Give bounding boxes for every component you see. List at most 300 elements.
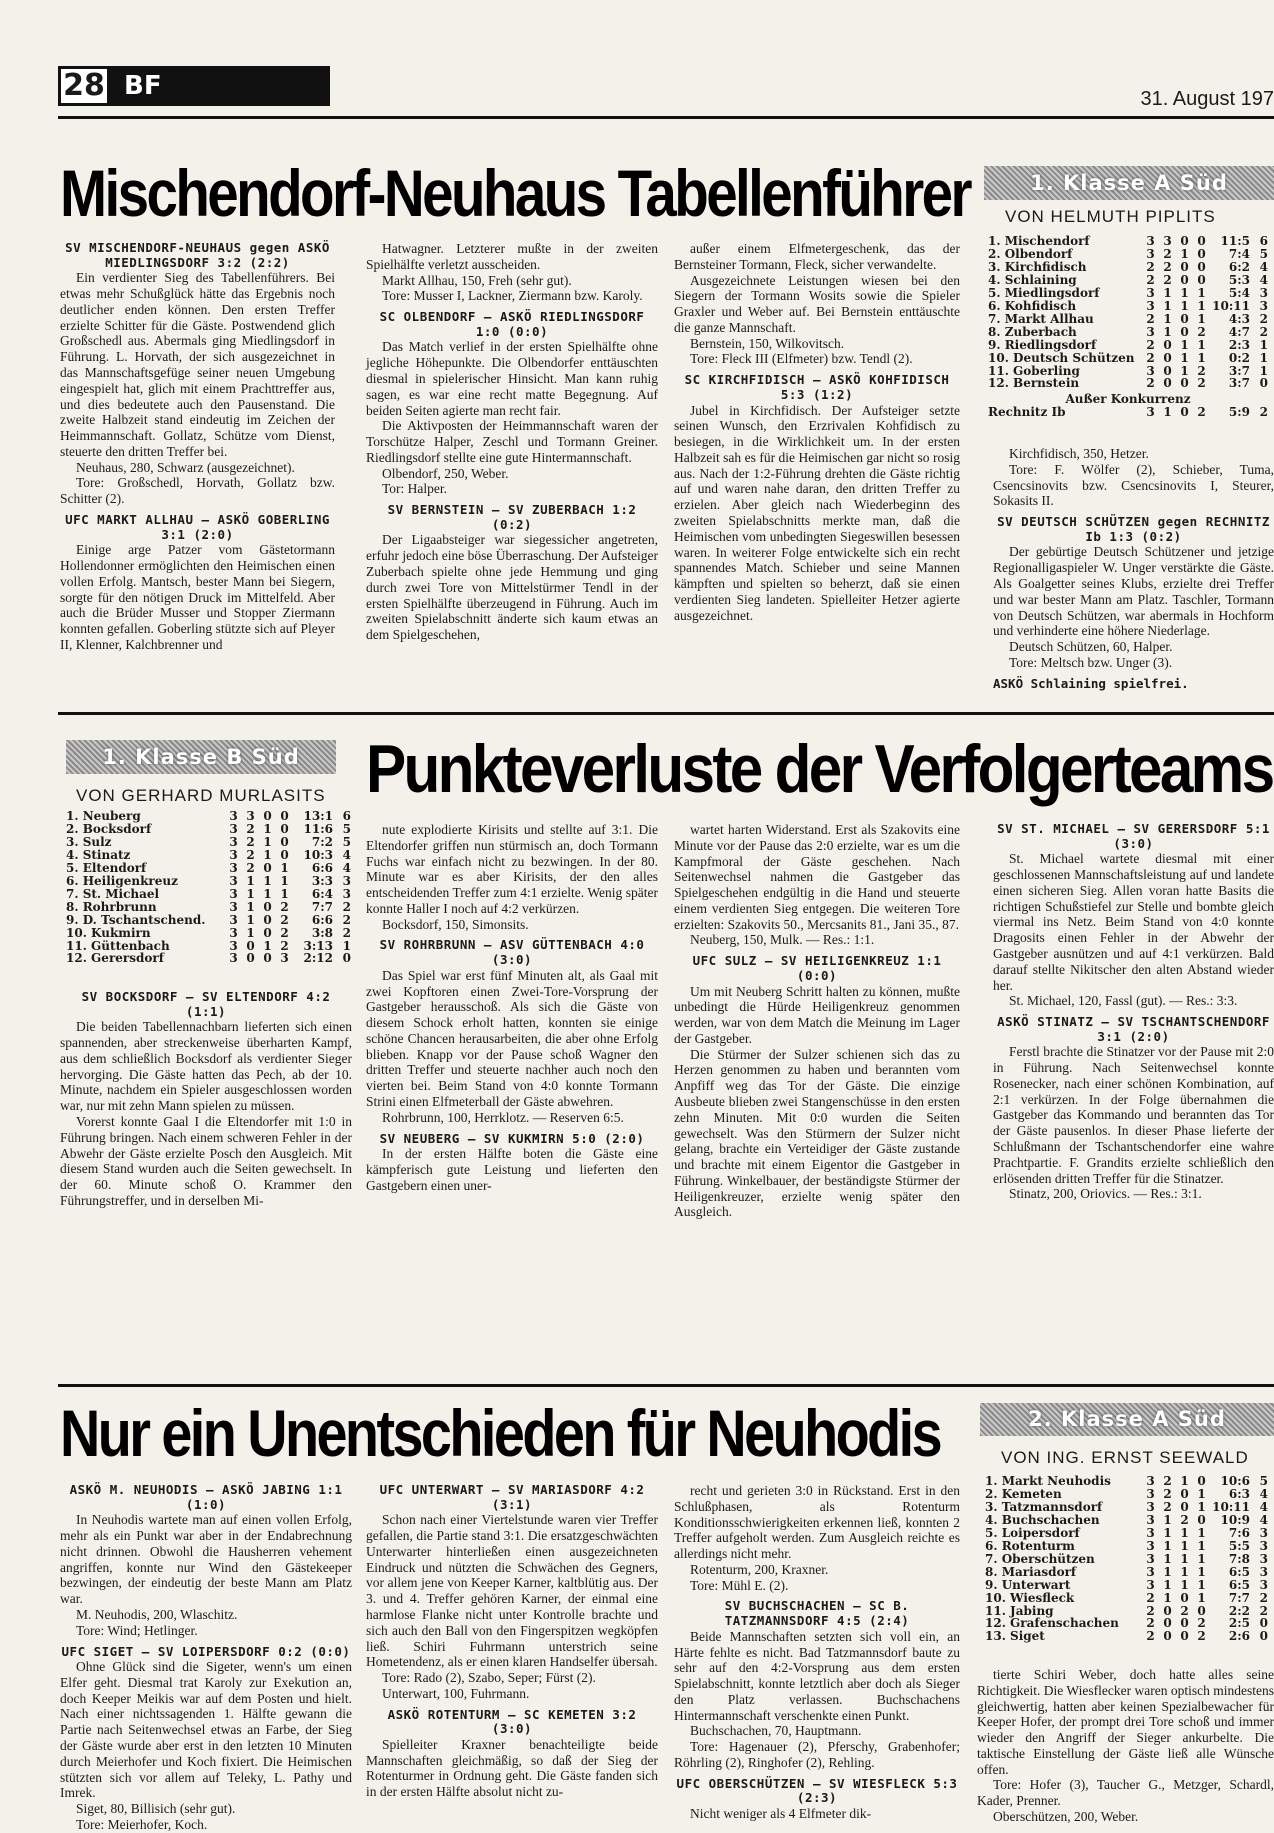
match-heading: UFC SULZ — SV HEILIGENKREUZ 1:1 (0:0)	[692, 953, 942, 983]
stat-d: 0	[263, 912, 272, 927]
article-paragraph: St. Michael, 120, Fassl (gut). — Res.: 3:3.	[1009, 993, 1238, 1009]
stat-l: 1	[1197, 1551, 1206, 1566]
article-paragraph: Deutsch Schützen, 60, Halper.	[1009, 639, 1173, 655]
table-row	[988, 274, 1268, 287]
match-heading: SV ROHRBRUNN — ASV GÜTTENBACH 4:0 (3:0)	[379, 937, 645, 968]
team-name: 2. Olbendorf	[988, 246, 1073, 261]
goal-ratio: 13:1	[303, 809, 333, 823]
stat-g: 3	[229, 912, 238, 927]
team-name: 12. Grafenschachen	[985, 1616, 1119, 1631]
column-s3-2	[366, 1482, 658, 1800]
table-row	[985, 1540, 1268, 1553]
stat-g: 2	[1146, 337, 1155, 352]
goal-ratio: 6:5	[1228, 1577, 1250, 1592]
table-row	[66, 952, 351, 965]
stat-d: 1	[263, 821, 272, 836]
stat-d: 1	[1180, 1538, 1189, 1553]
points: 3	[1259, 1577, 1268, 1592]
stat-d: 1	[1180, 1577, 1189, 1592]
stat-w: 0	[1163, 376, 1172, 391]
table-row	[66, 836, 351, 849]
goal-ratio: 6:6	[311, 860, 333, 875]
team-name: 1. Markt Neuhodis	[985, 1474, 1111, 1488]
team-name: 9. Unterwart	[985, 1577, 1071, 1592]
article-paragraph: Tore: Großschedl, Horvath, Gollatz bzw. Schitter (2).	[60, 475, 335, 507]
article-paragraph: Tore: Hagenauer (2), Pferschy, Grabenhofer; Röhrling (2), Ringhofer (2), Rehling.	[674, 1739, 960, 1770]
article-paragraph: Tore: Mühl E. (2).	[690, 1577, 789, 1593]
article-paragraph: Oberschützen, 200, Weber.	[993, 1809, 1139, 1825]
points: 4	[342, 860, 351, 875]
table-row	[66, 888, 351, 901]
points: 2	[342, 912, 351, 927]
match-heading: SV BOCKSDORF — SV ELTENDORF 4:2 (1:1)	[81, 989, 331, 1019]
stat-g: 3	[1146, 285, 1155, 300]
column-s3-4	[977, 1667, 1274, 1825]
article-paragraph: Tore: Wind; Hetlinger.	[76, 1622, 198, 1638]
stat-d: 0	[1180, 1629, 1189, 1644]
goal-ratio: 2:6	[1228, 1629, 1250, 1644]
issue-date: 31. August 197	[1140, 88, 1274, 110]
goal-ratio: 6:3	[1228, 1486, 1250, 1501]
stat-l: 2	[1197, 405, 1206, 420]
team-name: 2. Kemeten	[985, 1486, 1062, 1501]
points: 1	[1259, 350, 1268, 365]
goal-ratio: 6:4	[311, 886, 333, 901]
stat-w: 1	[246, 912, 255, 927]
stat-g: 3	[1146, 298, 1155, 313]
stat-d: 0	[1180, 376, 1189, 391]
article-paragraph: Bernstein, 150, Wilkovitsch.	[690, 335, 845, 351]
points: 3	[342, 873, 351, 888]
goal-ratio: 3:7	[1228, 363, 1250, 378]
page-header	[58, 66, 1274, 118]
stat-w: 3	[246, 809, 255, 823]
stat-w: 1	[1163, 298, 1172, 313]
article-paragraph: Markt Allhau, 150, Freh (sehr gut).	[382, 272, 572, 288]
points: 6	[1259, 234, 1268, 248]
match-heading: SV BERNSTEIN — SV ZUBERBACH 1:2 (0:2)	[387, 502, 637, 532]
stat-l: 1	[1197, 1590, 1206, 1605]
match-heading: UFC MARKT ALLHAU — ASKÖ GOBERLING 3:1 (2:0)	[65, 511, 330, 542]
stat-w: 2	[1163, 1499, 1172, 1514]
byline-s1: VON HELMUTH PIPLITS	[1005, 207, 1216, 226]
points: 3	[1259, 1551, 1268, 1566]
stat-g: 2	[1146, 259, 1155, 274]
stat-d: 1	[263, 938, 272, 953]
table-row	[985, 1630, 1268, 1643]
stat-g: 2	[1146, 350, 1155, 365]
stat-g: 2	[1146, 1629, 1155, 1644]
stat-w: 1	[246, 899, 255, 914]
stat-l: 2	[280, 938, 289, 953]
goal-ratio: 7:8	[1228, 1551, 1250, 1566]
stat-g: 2	[1146, 272, 1155, 287]
table-row	[988, 406, 1268, 419]
team-name: 3. Tatzmannsdorf	[985, 1499, 1103, 1514]
section-rule-2	[58, 1384, 1274, 1387]
stat-w: 0	[1163, 1629, 1172, 1644]
article-paragraph: tierte Schiri Weber, doch hatte alles seine Richtigkeit. Die Wiesflecker waren optisch mindestens gleichwertig, hatten aber keinen Spezialbewacher für Keeper Hofer, der prompt drei Tore schoß und immer wieder den Angriff der Sieger ankurbelte. Die taktische Einstellung der Gäste ließ alle Wünsche offen.	[977, 1667, 1274, 1777]
table-row	[985, 1501, 1268, 1514]
standings-s2	[66, 810, 351, 965]
stat-l: 2	[1197, 363, 1206, 378]
stat-d: 2	[1180, 1603, 1189, 1618]
stat-l: 2	[1197, 376, 1206, 391]
stat-l: 0	[1197, 259, 1206, 274]
stat-l: 0	[280, 809, 289, 823]
article-paragraph: Rohrbrunn, 100, Herrklotz. — Reserven 6:5.	[382, 1109, 624, 1125]
goal-ratio: 4:3	[1228, 311, 1250, 326]
match-heading: UFC SIGET — SV LOIPERSDORF 0:2 (0:0)	[61, 1643, 351, 1659]
stat-g: 2	[1146, 311, 1155, 326]
table-row	[988, 235, 1268, 248]
headline-s3: Nur ein Unentschieden für Neuhodis	[60, 1396, 941, 1470]
goal-ratio: 6:2	[1228, 259, 1250, 274]
team-name: 13. Siget	[985, 1629, 1045, 1644]
stat-l: 1	[1197, 1486, 1206, 1501]
league-box-s2: 1. Klasse B Süd	[66, 740, 336, 774]
article-paragraph: M. Neuhodis, 200, Wlaschitz.	[76, 1606, 238, 1622]
article-paragraph: Die Stürmer der Sulzer schienen sich das zu Herzen genommen zu haben und berannten vom Anpfiff weg das Tor der Gäste. Die einzige Ausbeute blieben zwei Stangenschüsse in den ersten zehn Minuten. Mit 0:0 wurden die Seiten gewechselt. Was den Stürmern der Sulzer nicht gelang, brachte ein Verteidiger der Gäste zustande und brachte mit einem Eigentor die Gastgeber in Führung. Winkelbauer, der beständigste Stürmer der Heiligenkreuzer, erzielte wenig später den Ausgleich.	[674, 1046, 960, 1220]
column-s1-3	[674, 241, 960, 701]
points: 5	[342, 821, 351, 836]
team-name: 8. Rohrbrunn	[66, 899, 157, 914]
article-paragraph: Hatwagner. Letzterer mußte in der zweiten Spielhälfte verletzt ausscheiden.	[366, 241, 658, 272]
stat-w: 1	[1163, 1577, 1172, 1592]
stat-w: 1	[1163, 1590, 1172, 1605]
stat-g: 3	[229, 899, 238, 914]
stat-g: 3	[1146, 1486, 1155, 1501]
goal-ratio: 6:5	[1228, 1564, 1250, 1579]
article-paragraph: In Neuhodis wartete man auf einen vollen Erfolg, mehr als ein Punkt war aber in der Endabrechnung nicht drinnen. Obwohl die Hausherren vehement angriffen, konnte nur Wind den Gästekeeper bezwingen, der eindeutig der beste Mann am Platz war.	[60, 1512, 352, 1607]
points: 2	[342, 899, 351, 914]
stat-d: 1	[1180, 363, 1189, 378]
team-name: 8. Mariasdorf	[985, 1564, 1077, 1579]
league-box-s3: 2. Klasse A Süd	[980, 1403, 1274, 1436]
stat-d: 1	[263, 834, 272, 849]
stat-g: 3	[229, 809, 238, 823]
stat-w: 1	[1163, 1564, 1172, 1579]
team-name: 9. Riedlingsdorf	[988, 337, 1097, 352]
stat-d: 0	[1180, 1499, 1189, 1514]
goal-ratio: 7:7	[311, 899, 333, 914]
goal-ratio: 7:7	[1228, 1590, 1250, 1605]
team-name: 6. Kohfidisch	[988, 298, 1077, 313]
team-name: 11. Goberling	[988, 363, 1080, 378]
stat-d: 2	[1180, 1512, 1189, 1527]
header-rule	[58, 116, 1274, 119]
stat-d: 0	[263, 951, 272, 966]
out-of-competition-label: Außer Konkurrenz	[1065, 392, 1191, 407]
team-name: 1. Neuberg	[66, 809, 141, 823]
stat-l: 1	[280, 873, 289, 888]
stat-d: 1	[263, 847, 272, 862]
article-paragraph: Um mit Neuberg Schritt halten zu können, mußte unbedingt die Hürde Heiligenkreuz genommen werden, war von dem Match die Meinung im Lager der Gastgeber.	[674, 983, 960, 1046]
points: 4	[1259, 1499, 1268, 1514]
article-paragraph: Neuhaus, 280, Schwarz (ausgezeichnet).	[76, 459, 295, 475]
stat-l: 0	[1197, 1512, 1206, 1527]
article-paragraph: Siget, 80, Billisich (sehr gut).	[76, 1801, 236, 1817]
points: 0	[1259, 1629, 1268, 1644]
table-row	[985, 1488, 1268, 1501]
stat-w: 2	[1163, 1486, 1172, 1501]
stat-d: 0	[1180, 234, 1189, 248]
stat-d: 1	[1180, 1474, 1189, 1488]
team-name: 6. Rotenturm	[985, 1538, 1075, 1553]
match-heading: SV ST. MICHAEL — SV GERERSDORF 5:1 (3:0)	[997, 821, 1270, 851]
table-row	[985, 1475, 1268, 1488]
team-name: 5. Miedlingsdorf	[988, 285, 1100, 300]
points: 1	[1259, 363, 1268, 378]
stat-g: 3	[1146, 1499, 1155, 1514]
standings-s3	[985, 1475, 1268, 1643]
article-paragraph: Jubel in Kirchfidisch. Der Aufsteiger setzte seinen Wunsch, den Erzrivalen Kohfidisch zu besiegen, in die Wirklichkeit um. In der ersten Halbzeit sah es für die Heimischen gar nicht so rosig aus. Nach der 1:2-Führung drehten die Gäste richtig auf und waren nahe daran, den dritten Treffer zu erzielen. Aber gleich nach Wiederbeginn des zweiten Spielabschnitts merkte man, daß die Heimischen vom unbedingten Siegeswillen besessen waren. In weiterer Folge entwickelte sich ein recht spannendes Match. Schieber und seine Mannen kämpften und spielten so beherzt, daß sie einen verdienten Sieg landeten. Spielleiter Hetzer agierte ausgezeichnet.	[674, 402, 960, 623]
stat-w: 0	[1163, 363, 1172, 378]
stat-g: 3	[1146, 1538, 1155, 1553]
stat-w: 1	[1163, 324, 1172, 339]
table-row	[988, 339, 1268, 352]
article-paragraph: nute explodierte Kirisits und stellte auf 3:1. Die Eltendorfer griffen nun stürmisch an, doch Tormann Fuchs war einfach nicht zu bezwingen. In der 80. Minute war es aber Kirisits, der den alles entscheidenden Treffer zum 4:1 erzielte. Wenig später konnte Haller I noch auf 4:2 verkürzen.	[366, 822, 658, 916]
goal-ratio: 11:5	[1220, 234, 1250, 248]
stat-g: 3	[1146, 1564, 1155, 1579]
article-paragraph: St. Michael wartete diesmal mit einer geschlossenen Mannschaftsleistung auf und landete einen sicheren Sieg. Allen voran hatte Basits die richtigen Schußstiefel zur Stelle und bombte gleich viermal ins Netz. Beim Stand von 4:0 konnte Dragosits einen Fehler in der Abwehr der Gastgeber ausnützen und auf 4:1 verkürzen. Bald darauf stellte Nikitscher den alten Abstand wieder her.	[993, 851, 1274, 993]
points: 3	[1259, 1525, 1268, 1540]
points: 2	[342, 925, 351, 940]
stat-l: 1	[1197, 1538, 1206, 1553]
article-paragraph: Rotenturm, 200, Kraxner.	[690, 1561, 829, 1577]
stat-l: 1	[1197, 1564, 1206, 1579]
goal-ratio: 2:3	[1228, 337, 1250, 352]
table-row	[985, 1514, 1268, 1527]
stat-w: 1	[1163, 1551, 1172, 1566]
stat-l: 1	[1197, 285, 1206, 300]
article-paragraph: Olbendorf, 250, Weber.	[382, 465, 509, 481]
stat-w: 1	[1163, 311, 1172, 326]
article-paragraph: Stinatz, 200, Oriovics. — Res.: 3:1.	[1009, 1186, 1202, 1202]
article-paragraph: Beide Mannschaften setzten sich voll ein, an Härte fehlte es nicht. Bad Tatzmannsdorf baute zu sehr auf den 4:2-Vorsprung aus dem ersten Spielabschnitt, konnte letztlich aber doch als Sieger den Platz verlassen. Buchschachens Hintermannschaft verschenkte einen Punkt.	[674, 1628, 960, 1723]
stat-l: 1	[1197, 337, 1206, 352]
stat-l: 1	[280, 860, 289, 875]
stat-g: 3	[1146, 1551, 1155, 1566]
stat-w: 1	[246, 873, 255, 888]
section-tag: BF	[110, 66, 330, 106]
points: 2	[1259, 1590, 1268, 1605]
stat-d: 1	[1180, 350, 1189, 365]
team-name: 11. Jabing	[985, 1603, 1054, 1618]
team-name: 11. Güttenbach	[66, 938, 170, 953]
match-heading: UFC OBERSCHÜTZEN — SV WIESFLECK 5:3 (2:3)	[676, 1775, 958, 1806]
table-row	[988, 300, 1268, 313]
match-heading: SV MISCHENDORF-NEUHAUS gegen ASKÖ MIEDLINGSDORF 3:2 (2:2)	[65, 240, 330, 270]
points: 4	[1259, 259, 1268, 274]
stat-g: 3	[229, 925, 238, 940]
stat-d: 0	[1180, 1486, 1189, 1501]
stat-w: 1	[246, 925, 255, 940]
article-paragraph: Kirchfidisch, 350, Hetzer.	[1009, 446, 1149, 461]
match-heading: ASKÖ STINATZ — SV TSCHANTSCHENDORF 3:1 (2:0)	[997, 1014, 1270, 1044]
stat-w: 0	[1163, 1603, 1172, 1618]
article-paragraph: Tore: Meltsch bzw. Unger (3).	[1009, 654, 1173, 670]
stat-g: 3	[229, 860, 238, 875]
stat-d: 0	[1180, 1616, 1189, 1631]
stat-l: 2	[1197, 324, 1206, 339]
stat-l: 0	[1197, 246, 1206, 261]
article-paragraph: Neuberg, 150, Mulk. — Res.: 1:1.	[690, 932, 875, 948]
points: 3	[1259, 1564, 1268, 1579]
stat-l: 2	[280, 912, 289, 927]
match-heading: SV NEUBERG — SV KUKMIRN 5:0 (2:0)	[379, 1130, 645, 1146]
article-paragraph: Unterwart, 100, Fuhrmann.	[382, 1685, 530, 1701]
article-paragraph: Das Match verlief in der ersten Spielhälfte ohne jegliche Höhepunkte. Die Olbendorfer enttäuschten diesmal in spielerischer Hinsicht. Man kann ruhig sagen, es war eine recht matte Begegnung. Auf beiden Seiten agierte man recht fair.	[366, 339, 658, 418]
stat-l: 2	[1197, 1629, 1206, 1644]
team-name: 12. Bernstein	[988, 376, 1080, 391]
table-row	[66, 810, 351, 823]
table-row	[985, 1566, 1268, 1579]
goal-ratio: 2:2	[1228, 1603, 1250, 1618]
page-number: 28	[58, 66, 110, 106]
article-paragraph: Ferstl brachte die Stinatzer vor der Pause mit 2:0 in Führung. Nach Seitenwechsel konnte Rosenecker, nach einer schönen Kombination, auf 2:1 verkürzen. In der Folge übernahmen die Gastgeber das Kommando und berannten das Tor der Gäste pausenlos. In dieser Phase lieferte der Schlußmann der Tschantschendorfer eine wahre Prachtpartie. F. Grandits erzielte schließlich den erlösenden dritten Treffer für die Stinatzer.	[993, 1044, 1274, 1186]
goal-ratio: 5:3	[1228, 272, 1250, 287]
team-name: 10. Deutsch Schützen	[988, 350, 1135, 365]
stat-g: 2	[1146, 376, 1155, 391]
stat-g: 3	[1146, 246, 1155, 261]
goal-ratio: 0:2	[1228, 350, 1250, 365]
match-heading: ASKÖ ROTENTURM — SC KEMETEN 3:2 (3:0)	[387, 1706, 637, 1737]
stat-g: 3	[1146, 324, 1155, 339]
goal-ratio: 2:5	[1228, 1616, 1250, 1631]
stat-w: 1	[1163, 285, 1172, 300]
byline-s3: VON ING. ERNST SEEWALD	[1001, 1448, 1249, 1467]
article-paragraph: Der Ligaabsteiger war siegessicher angetreten, erfuhr jedoch eine böse Überraschung. Der Aufsteiger Zuberbach spielte ohne jede Hemmung und ging durch zwei Tore von Mittelstürmer Tendl in der ersten Spielhälfte überzeugend in Führung. Auch im zweiten Spielabschnitt änderte sich kaum etwas an dem Spielgeschehen,	[366, 532, 659, 643]
column-s1-2	[366, 241, 658, 701]
points: 3	[1259, 298, 1268, 313]
headline-s1: Mischendorf-Neuhaus Tabellenführer	[60, 156, 970, 230]
stat-d: 1	[263, 886, 272, 901]
team-name: 6. Heiligenkreuz	[66, 873, 178, 888]
stat-d: 0	[1180, 311, 1189, 326]
stat-l: 2	[280, 925, 289, 940]
stat-w: 0	[1163, 1616, 1172, 1631]
goal-ratio: 3:3	[311, 873, 333, 888]
goal-ratio: 7:6	[1228, 1525, 1250, 1540]
section-rule-1	[58, 712, 1274, 715]
stat-g: 3	[229, 873, 238, 888]
stat-d: 1	[263, 873, 272, 888]
note-text: ASKÖ Schlaining spielfrei.	[993, 675, 1189, 691]
stat-d: 0	[1180, 405, 1189, 420]
points: 4	[1259, 1486, 1268, 1501]
stat-d: 1	[1180, 1525, 1189, 1540]
table-row	[988, 377, 1268, 390]
stat-d: 1	[1180, 1564, 1189, 1579]
team-name: 12. Gerersdorf	[66, 951, 164, 966]
stat-g: 3	[1146, 1512, 1155, 1527]
table-row	[988, 326, 1268, 339]
article-paragraph: Tore: F. Wölfer (2), Schieber, Tuma, Csencsinovits bzw. Csencsinovits I, Steurer, Sokasits II.	[993, 461, 1274, 509]
goal-ratio: 4:7	[1228, 324, 1250, 339]
goal-ratio: 3:8	[311, 925, 333, 940]
stat-l: 0	[280, 821, 289, 836]
team-name: 7. St. Michael	[66, 886, 160, 901]
team-name: Rechnitz Ib	[988, 405, 1066, 420]
team-name: 4. Stinatz	[66, 847, 131, 862]
goal-ratio: 5:9	[1228, 405, 1250, 420]
table-row	[66, 823, 351, 836]
goal-ratio: 10:11	[1212, 298, 1250, 313]
stat-g: 3	[229, 951, 238, 966]
match-heading: SC KIRCHFIDISCH — ASKÖ KOHFIDISCH 5:3 (1:2)	[684, 372, 950, 402]
stat-d: 1	[1180, 298, 1189, 313]
column-s2-3	[674, 822, 960, 1375]
team-name: 3. Kirchfidisch	[988, 259, 1087, 274]
goal-ratio: 10:9	[1220, 1512, 1250, 1527]
points: 0	[1259, 1616, 1268, 1631]
points: 4	[1259, 272, 1268, 287]
table-row	[985, 1592, 1268, 1605]
points: 3	[1259, 1538, 1268, 1553]
stat-d: 1	[1180, 246, 1189, 261]
stat-l: 0	[1197, 1474, 1206, 1488]
column-s1-4	[993, 446, 1274, 701]
match-heading: SC OLBENDORF — ASKÖ RIEDLINGSDORF 1:0 (0:0)	[379, 309, 645, 339]
column-s2-1	[60, 990, 352, 1375]
stat-w: 0	[1163, 350, 1172, 365]
stat-g: 2	[1146, 1603, 1155, 1618]
stat-g: 3	[229, 847, 238, 862]
stat-w: 1	[1163, 1538, 1172, 1553]
table-row	[66, 849, 351, 862]
stat-l: 2	[1197, 1616, 1206, 1631]
team-name: 7. Markt Allhau	[988, 311, 1094, 326]
team-name: 4. Buchschachen	[985, 1512, 1100, 1527]
stat-w: 1	[1163, 1525, 1172, 1540]
stat-l: 2	[280, 899, 289, 914]
stat-d: 0	[263, 860, 272, 875]
goal-ratio: 5:4	[1228, 285, 1250, 300]
article-paragraph: Nicht weniger als 4 Elfmeter dik-	[690, 1806, 872, 1821]
article-paragraph: Ausgezeichnete Leistungen wiesen bei den Siegern der Tormann Wosits sowie die Spieler Graxler und Weber auf. Bei Bernstein enttäuschte die ganze Mannschaft.	[674, 272, 960, 335]
column-s3-1	[60, 1482, 352, 1832]
goal-ratio: 3:13	[303, 938, 333, 953]
stat-g: 3	[1146, 234, 1155, 248]
stat-l: 0	[280, 834, 289, 849]
stat-w: 2	[246, 860, 255, 875]
goal-ratio: 3:7	[1228, 376, 1250, 391]
stat-l: 0	[1197, 272, 1206, 287]
team-name: 9. D. Tschantschend.	[66, 912, 206, 927]
stat-d: 0	[1180, 259, 1189, 274]
stat-w: 0	[246, 938, 255, 953]
article-paragraph: Der gebürtige Deutsch Schützener und jetzige Regionalligaspieler W. Unger verstärkte die Gäste. Als Goalgetter seines Klubs, erzielte drei Treffer und war bester Mann am Platz. Taschler, Tormann von Deutsch Schützen, war abermals in Hochform und verhinderte eine höhere Niederlage.	[993, 544, 1274, 639]
goal-ratio: 6:6	[311, 912, 333, 927]
stat-w: 3	[1163, 234, 1172, 248]
article-paragraph: Schon nach einer Viertelstunde waren vier Treffer gefallen, die Partie stand 3:1. Die ersatzgeschwächten Unterwarter hinterließen einen ausgezeichneten Eindruck und nützten die Schwächen des Gegners, vor allem jene von Keeper Karner, kaltblütig aus. Der 3. und 4. Treffer gehören Karner, der einmal eine harmlose Flanke nicht unter Kontrolle brachte und sich auch den Ball von den Fingerspitzen wegköpfen ließ. Schiri Fuhrmann unterstrich seine Hometendenz, als er einen klaren Handselfer übersah.	[366, 1512, 658, 1670]
byline-s2: VON GERHARD MURLASITS	[76, 786, 326, 805]
goal-ratio: 7:2	[311, 834, 333, 849]
stat-g: 3	[1146, 363, 1155, 378]
stat-l: 1	[1197, 1499, 1206, 1514]
goal-ratio: 10:11	[1212, 1499, 1250, 1514]
stat-w: 2	[1163, 272, 1172, 287]
team-name: 5. Loipersdorf	[985, 1525, 1080, 1540]
points: 1	[342, 938, 351, 953]
points: 4	[342, 847, 351, 862]
table-row	[66, 927, 351, 940]
stat-d: 0	[263, 809, 272, 823]
goal-ratio: 5:5	[1228, 1538, 1250, 1553]
article-paragraph: Tore: Rado (2), Szabo, Seper; Fürst (2).	[382, 1670, 596, 1686]
stat-g: 3	[229, 938, 238, 953]
